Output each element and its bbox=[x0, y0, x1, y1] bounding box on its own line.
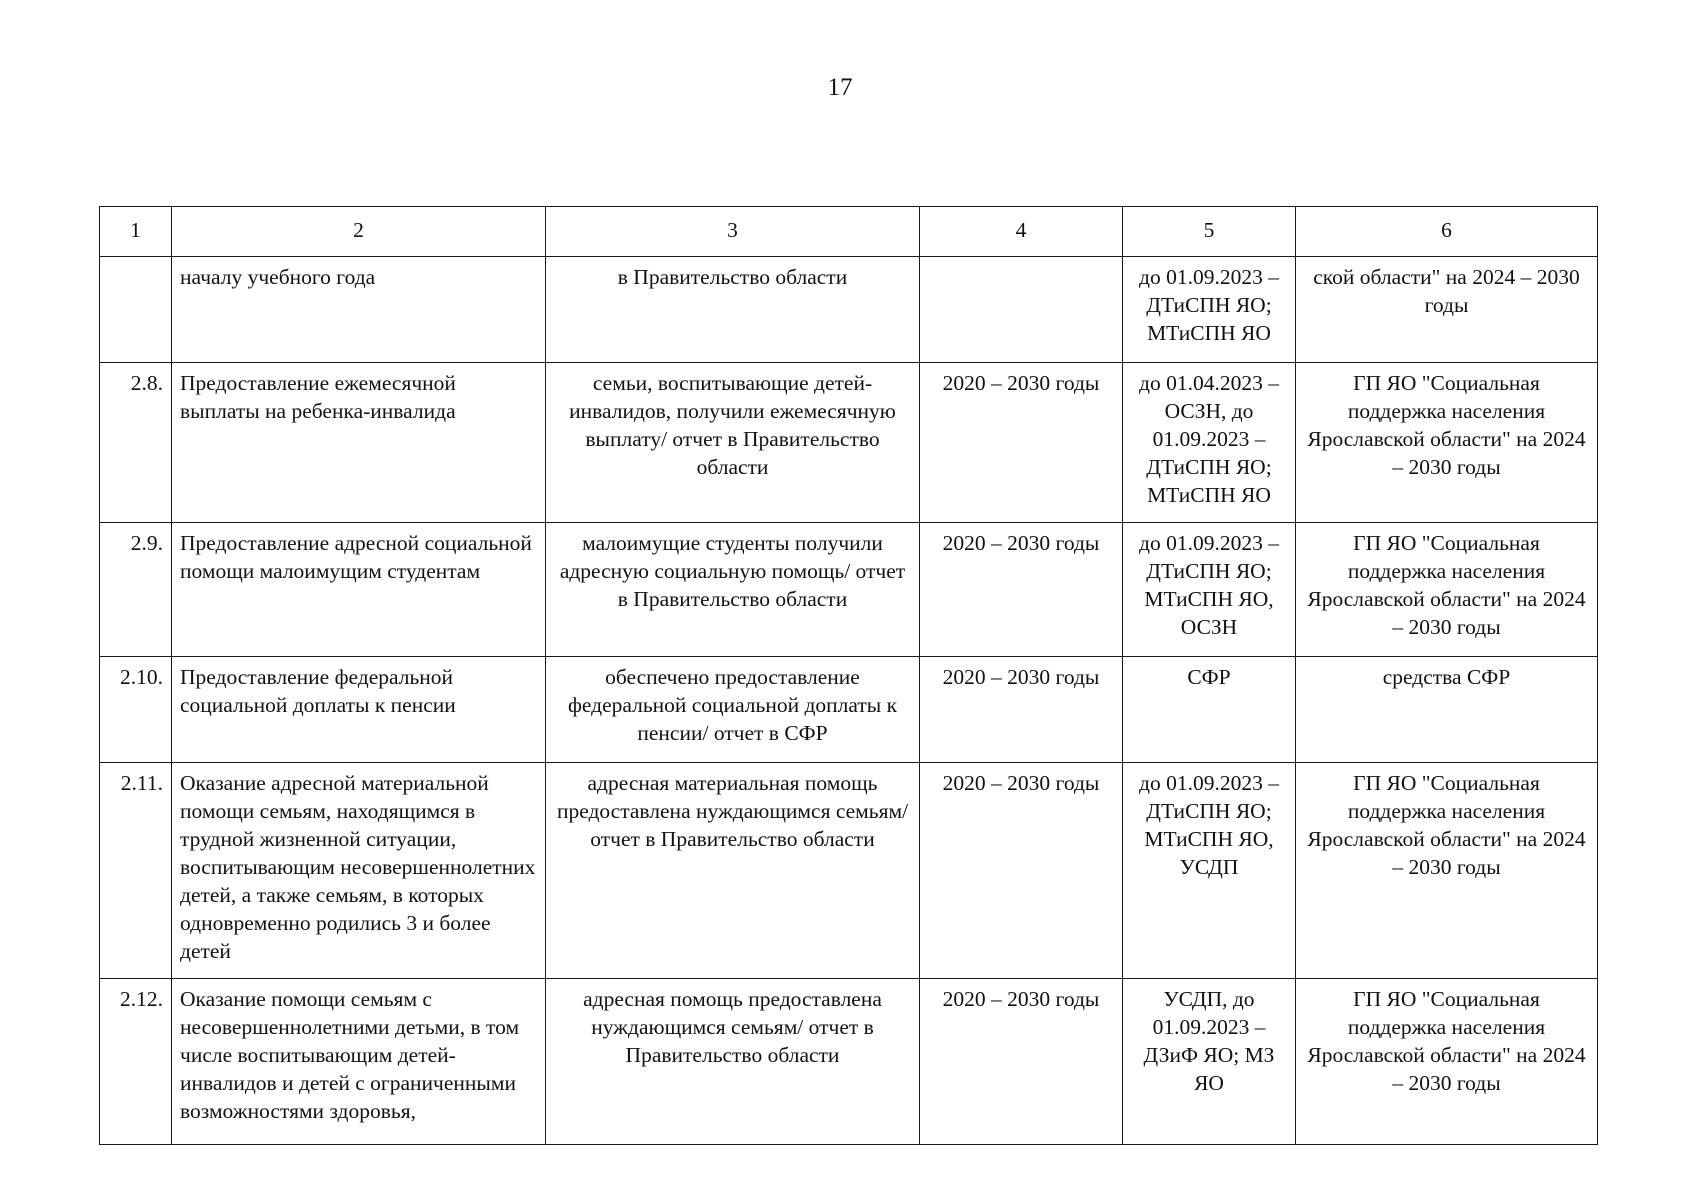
row-activity: Предоставление федеральной социальной доплаты к пенсии bbox=[172, 657, 546, 763]
row-number: 2.8. bbox=[100, 363, 172, 523]
row-executor: до 01.04.2023 – ОСЗН, до 01.09.2023 – ДТиСПН ЯО; МТиСПН ЯО bbox=[1123, 363, 1296, 523]
row-number bbox=[100, 257, 172, 363]
row-period: 2020 – 2030 годы bbox=[920, 523, 1123, 657]
row-result: адресная материальная помощь предоставлена нуждающимся семьям/ отчет в Правительство области bbox=[546, 763, 920, 979]
row-number: 2.10. bbox=[100, 657, 172, 763]
row-executor: до 01.09.2023 – ДТиСПН ЯО; МТиСПН ЯО, УСДП bbox=[1123, 763, 1296, 979]
table-row bbox=[100, 363, 1598, 523]
table-row bbox=[100, 979, 1598, 1145]
row-result: семьи, воспитывающие детей-инвалидов, получили ежемесячную выплату/ отчет в Правительство области bbox=[546, 363, 920, 523]
row-activity: Оказание помощи семьям с несовершеннолетними детьми, в том числе воспитывающим детей-инвалидов и детей с ограниченными возможностями здоровья, bbox=[172, 979, 546, 1145]
row-source: ГП ЯО "Социальная поддержка населения Ярославской области" на 2024 – 2030 годы bbox=[1296, 363, 1598, 523]
row-period: 2020 – 2030 годы bbox=[920, 763, 1123, 979]
table-row bbox=[100, 763, 1598, 979]
row-result: адресная помощь предоставлена нуждающимся семьям/ отчет в Правительство области bbox=[546, 979, 920, 1145]
table-row bbox=[100, 257, 1598, 363]
row-period: 2020 – 2030 годы bbox=[920, 657, 1123, 763]
row-period: 2020 – 2030 годы bbox=[920, 979, 1123, 1145]
row-result: в Правительство области bbox=[546, 257, 920, 363]
row-number: 2.9. bbox=[100, 523, 172, 657]
header-col-4: 4 bbox=[920, 207, 1123, 257]
activities-table bbox=[99, 206, 1598, 1145]
row-period: 2020 – 2030 годы bbox=[920, 363, 1123, 523]
row-executor: СФР bbox=[1123, 657, 1296, 763]
row-source: ской области" на 2024 – 2030 годы bbox=[1296, 257, 1598, 363]
table-row bbox=[100, 657, 1598, 763]
header-col-5: 5 bbox=[1123, 207, 1296, 257]
row-source: средства СФР bbox=[1296, 657, 1598, 763]
row-source: ГП ЯО "Социальная поддержка населения Ярославской области" на 2024 – 2030 годы bbox=[1296, 979, 1598, 1145]
table-header-row bbox=[100, 207, 1598, 257]
row-activity: началу учебного года bbox=[172, 257, 546, 363]
table-row bbox=[100, 523, 1598, 657]
row-activity: Предоставление адресной социальной помощи малоимущим студентам bbox=[172, 523, 546, 657]
row-activity: Предоставление ежемесячной выплаты на ребенка-инвалида bbox=[172, 363, 546, 523]
page-number: 17 bbox=[827, 74, 853, 101]
row-number: 2.11. bbox=[100, 763, 172, 979]
header-col-6: 6 bbox=[1296, 207, 1598, 257]
row-result: малоимущие студенты получили адресную социальную помощь/ отчет в Правительство области bbox=[546, 523, 920, 657]
row-activity: Оказание адресной материальной помощи семьям, находящимся в трудной жизненной ситуации, воспитывающим несовершеннолетних детей, а также семьям, в которых одновременно родились 3 и более детей bbox=[172, 763, 546, 979]
header-col-3: 3 bbox=[546, 207, 920, 257]
row-source: ГП ЯО "Социальная поддержка населения Ярославской области" на 2024 – 2030 годы bbox=[1296, 763, 1598, 979]
row-result: обеспечено предоставление федеральной социальной доплаты к пенсии/ отчет в СФР bbox=[546, 657, 920, 763]
row-executor: до 01.09.2023 – ДТиСПН ЯО; МТиСПН ЯО bbox=[1123, 257, 1296, 363]
row-executor: до 01.09.2023 – ДТиСПН ЯО; МТиСПН ЯО, ОСЗН bbox=[1123, 523, 1296, 657]
row-executor: УСДП, до 01.09.2023 – ДЗиФ ЯО; МЗ ЯО bbox=[1123, 979, 1296, 1145]
row-number: 2.12. bbox=[100, 979, 172, 1145]
row-source: ГП ЯО "Социальная поддержка населения Ярославской области" на 2024 – 2030 годы bbox=[1296, 523, 1598, 657]
header-col-2: 2 bbox=[172, 207, 546, 257]
row-period bbox=[920, 257, 1123, 363]
header-col-1: 1 bbox=[100, 207, 172, 257]
